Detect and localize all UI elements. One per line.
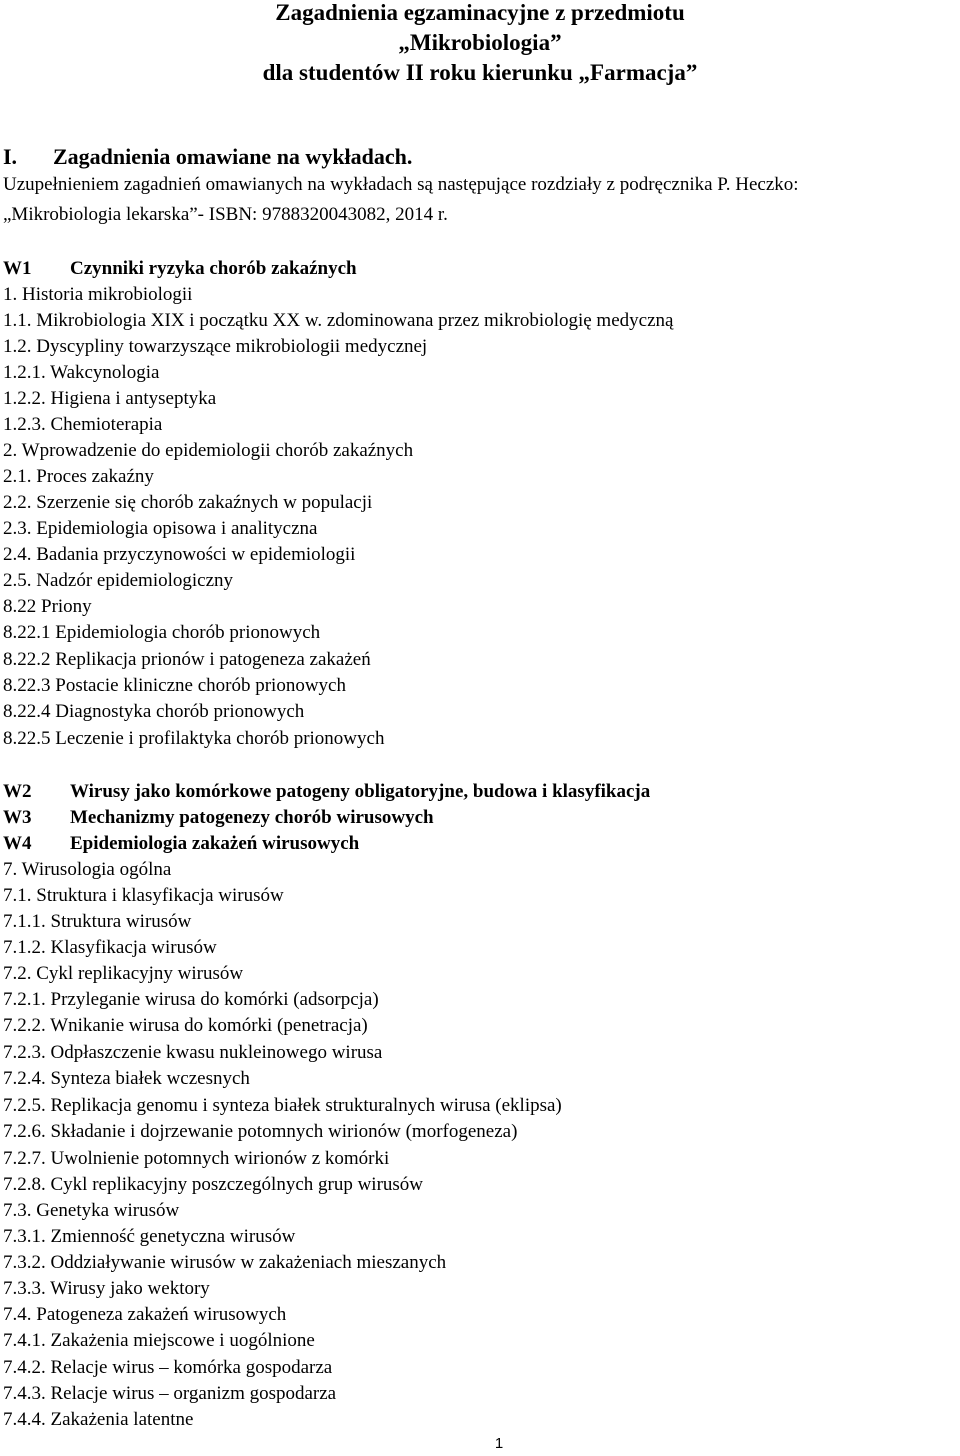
title-line-2: „Mikrobiologia” [398, 30, 562, 55]
list-item: 7.4.3. Relacje wirus – organizm gospodarza [3, 1383, 337, 1404]
list-item: 7.2.1. Przyleganie wirusa do komórki (adsorpcja) [3, 989, 379, 1010]
lecture-heading-w2 [3, 779, 650, 805]
list-item: 7.4. Patogeneza zakażeń wirusowych [3, 1304, 287, 1325]
title-line-3: dla studentów II roku kierunku „Farmacja” [262, 60, 698, 85]
lecture-title: Wirusy jako komórkowe patogeny obligatoryjne, budowa i klasyfikacja [70, 781, 651, 802]
list-item: 7.2. Cykl replikacyjny wirusów [3, 963, 244, 984]
lecture-code: W1 [3, 258, 32, 279]
lecture-title: Epidemiologia zakażeń wirusowych [70, 833, 360, 854]
lecture-title: Czynniki ryzyka chorób zakaźnych [70, 258, 357, 279]
list-item: 7.2.6. Składanie i dojrzewanie potomnych wirionów (morfogeneza) [3, 1121, 518, 1142]
section-heading [3, 144, 412, 170]
page-number: 1 [494, 1435, 504, 1452]
list-item: 7.2.4. Synteza białek wczesnych [3, 1068, 250, 1089]
list-item: 7.1. Struktura i klasyfikacja wirusów [3, 885, 284, 906]
list-item: 2.2. Szerzenie się chorób zakaźnych w populacji [3, 492, 373, 513]
lecture-heading-w3 [3, 805, 434, 831]
list-item: 8.22.1 Epidemiologia chorób prionowych [3, 622, 321, 643]
intro-line-2: „Mikrobiologia lekarska”- ISBN: 9788320043082, 2014 r. [3, 204, 448, 225]
list-item: 8.22.5 Leczenie i profilaktyka chorób prionowych [3, 728, 385, 749]
list-item: 8.22.4 Diagnostyka chorób prionowych [3, 701, 305, 722]
title-line-1: Zagadnienia egzaminacyjne z przedmiotu [275, 0, 685, 25]
list-item: 7.2.5. Replikacja genomu i synteza białek strukturalnych wirusa (eklipsa) [3, 1095, 562, 1116]
list-item: 2.3. Epidemiologia opisowa i analityczna [3, 518, 318, 539]
list-item: 2.4. Badania przyczynowości w epidemiologii [3, 544, 356, 565]
list-item: 7.1.1. Struktura wirusów [3, 911, 192, 932]
list-item: 7.4.4. Zakażenia latentne [3, 1409, 194, 1430]
list-item: 1.2. Dyscypliny towarzyszące mikrobiologii medycznej [3, 336, 428, 357]
list-item: 1.2.3. Chemioterapia [3, 414, 163, 435]
list-item: 7.3.2. Oddziaływanie wirusów w zakażeniach mieszanych [3, 1252, 447, 1273]
lecture-title: Mechanizmy patogenezy chorób wirusowych [70, 807, 434, 828]
list-item: 8.22 Priony [3, 596, 92, 617]
list-item: 7.1.2. Klasyfikacja wirusów [3, 937, 217, 958]
list-item: 1.1. Mikrobiologia XIX i początku XX w. zdominowana przez mikrobiologię medyczną [3, 310, 674, 331]
section-number: I. [3, 144, 18, 169]
list-item: 1.2.1. Wakcynologia [3, 362, 160, 383]
list-item: 2.1. Proces zakaźny [3, 466, 154, 487]
section-title: Zagadnienia omawiane na wykładach. [53, 144, 413, 169]
list-item: 7.2.2. Wnikanie wirusa do komórki (penetracja) [3, 1015, 368, 1036]
lecture-heading-w4 [3, 831, 359, 857]
list-item: 1. Historia mikrobiologii [3, 284, 193, 305]
list-item: 2. Wprowadzenie do epidemiologii chorób zakaźnych [3, 440, 414, 461]
list-item: 8.22.2 Replikacja prionów i patogeneza zakażeń [3, 649, 371, 670]
lecture-heading-w1 [3, 256, 357, 282]
list-item: 7.4.1. Zakażenia miejscowe i uogólnione [3, 1330, 315, 1351]
list-item: 2.5. Nadzór epidemiologiczny [3, 570, 234, 591]
lecture-code: W4 [3, 833, 32, 854]
list-item: 7.2.7. Uwolnienie potomnych wirionów z komórki [3, 1148, 390, 1169]
list-item: 7.3.3. Wirusy jako wektory [3, 1278, 210, 1299]
list-item: 8.22.3 Postacie kliniczne chorób prionowych [3, 675, 346, 696]
lecture-code: W3 [3, 807, 32, 828]
list-item: 7.3.1. Zmienność genetyczna wirusów [3, 1226, 296, 1247]
list-item: 7.2.8. Cykl replikacyjny poszczególnych grup wirusów [3, 1174, 424, 1195]
lecture-code: W2 [3, 781, 32, 802]
list-item: 7.2.3. Odpłaszczenie kwasu nukleinowego wirusa [3, 1042, 383, 1063]
list-item: 7.4.2. Relacje wirus – komórka gospodarza [3, 1357, 333, 1378]
list-item: 7.3. Genetyka wirusów [3, 1200, 180, 1221]
intro-line-1: Uzupełnieniem zagadnień omawianych na wykładach są następujące rozdziały z podręcznika P. Heczko: [3, 174, 799, 195]
list-item: 1.2.2. Higiena i antyseptyka [3, 388, 217, 409]
list-item: 7. Wirusologia ogólna [3, 859, 172, 880]
